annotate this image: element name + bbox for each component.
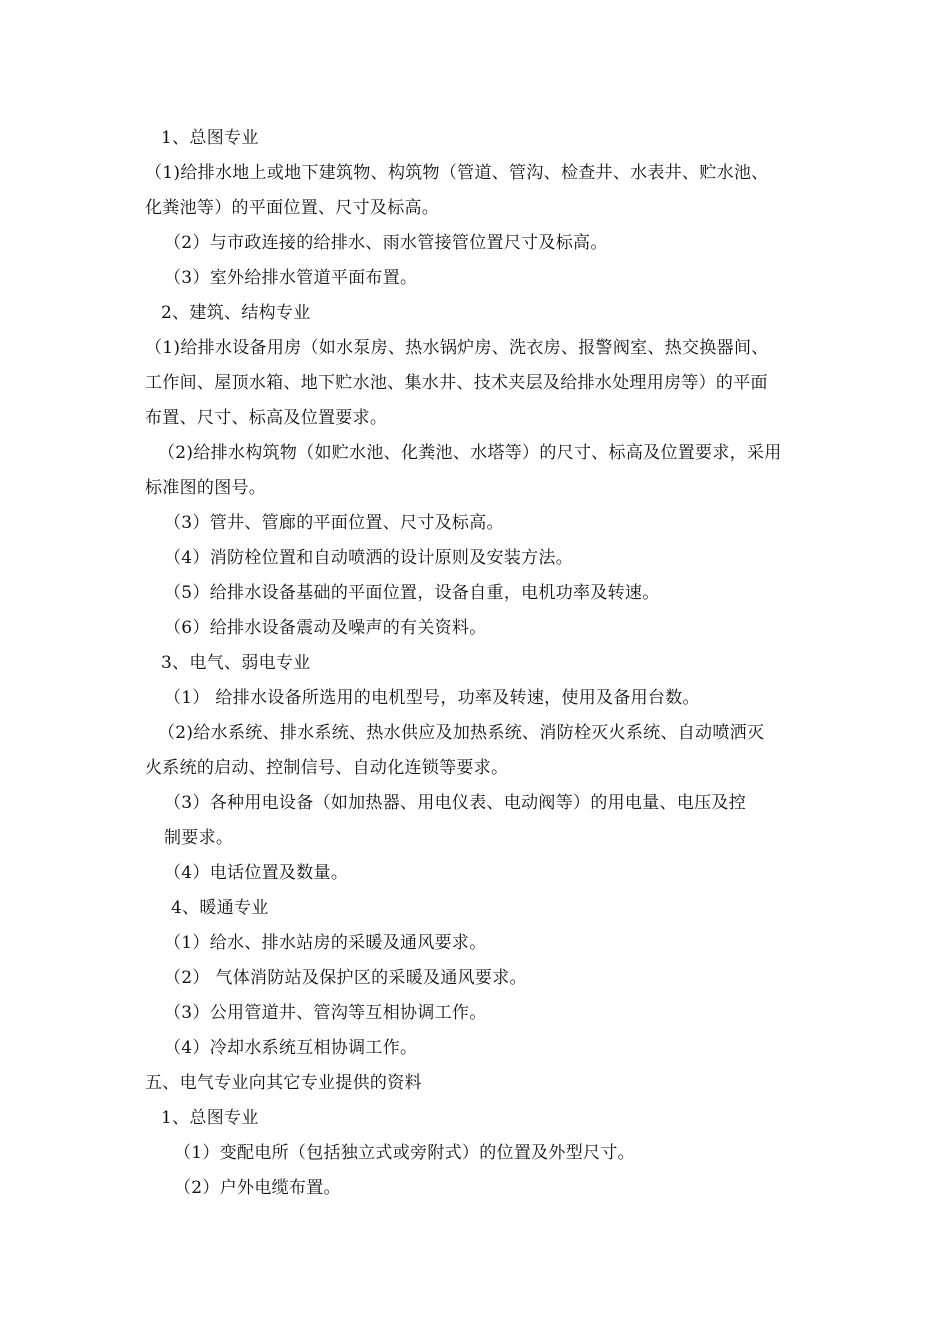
paragraph-line: （1）给水、排水站房的采暖及通风要求。	[164, 933, 487, 953]
paragraph-line: 火系统的启动、控制信号、自动化连锁等要求。	[145, 758, 509, 778]
paragraph-line: （4）电话位置及数量。	[164, 863, 349, 883]
heading-general-plan-2: 1、总图专业	[161, 1108, 259, 1128]
paragraph-line: （2）与市政连接的给排水、雨水管接管位置尺寸及标高。	[164, 233, 608, 253]
paragraph-line: 标准图的图号。	[145, 478, 267, 498]
paragraph-line: （4）冷却水系统互相协调工作。	[164, 1038, 418, 1058]
paragraph-line: 工作间、屋顶水箱、地下贮水池、集水井、技术夹层及给排水处理用房等）的平面	[145, 373, 768, 393]
paragraph-line: （1）变配电所（包括独立式或旁附式）的位置及外型尺寸。	[174, 1143, 635, 1163]
paragraph-line: （1)给排水设备用房（如水泵房、热水锅炉房、洗衣房、报警阀室、热交换器间、	[145, 338, 769, 358]
paragraph-line: （2)给水系统、排水系统、热水供应及加热系统、消防栓灭火系统、自动喷洒灭	[158, 723, 765, 743]
paragraph-line: （2） 气体消防站及保护区的采暖及通风要求。	[164, 968, 527, 988]
paragraph-line: （5）给排水设备基础的平面位置，设备自重，电机功率及转速。	[164, 583, 660, 603]
heading-electrical: 3、电气、弱电专业	[161, 653, 311, 673]
paragraph-line: （2）户外电缆布置。	[174, 1178, 341, 1198]
heading-hvac: 4、暖通专业	[171, 898, 269, 918]
paragraph-line: （3）室外给排水管道平面布置。	[164, 268, 418, 288]
paragraph-line: （4）消防栓位置和自动喷洒的设计原则及安装方法。	[164, 548, 574, 568]
section-heading-electrical-data: 五、电气专业向其它专业提供的资料	[145, 1073, 422, 1093]
heading-general-plan: 1、总图专业	[161, 128, 259, 148]
paragraph-line: （3）公用管道井、管沟等互相协调工作。	[164, 1003, 487, 1023]
paragraph-line: 化粪池等）的平面位置、尺寸及标高。	[145, 198, 440, 218]
heading-architecture-structure: 2、建筑、结构专业	[161, 303, 311, 323]
paragraph-line: 制要求。	[164, 828, 234, 848]
paragraph-line: （3）管井、管廊的平面位置、尺寸及标高。	[164, 513, 504, 533]
paragraph-line: （6）给排水设备震动及噪声的有关资料。	[164, 618, 487, 638]
paragraph-line: （1)给排水地上或地下建筑物、构筑物（管道、管沟、检查井、水表井、贮水池、	[145, 163, 769, 183]
paragraph-line: （3）各种用电设备（如加热器、用电仪表、电动阀等）的用电量、电压及控	[164, 793, 747, 813]
paragraph-line: 布置、尺寸、标高及位置要求。	[145, 408, 388, 428]
paragraph-line: （2)给排水构筑物（如贮水池、化粪池、水塔等）的尺寸、标高及位置要求，采用	[158, 443, 782, 463]
paragraph-line: （1） 给排水设备所选用的电机型号，功率及转速，使用及备用台数。	[164, 688, 700, 708]
